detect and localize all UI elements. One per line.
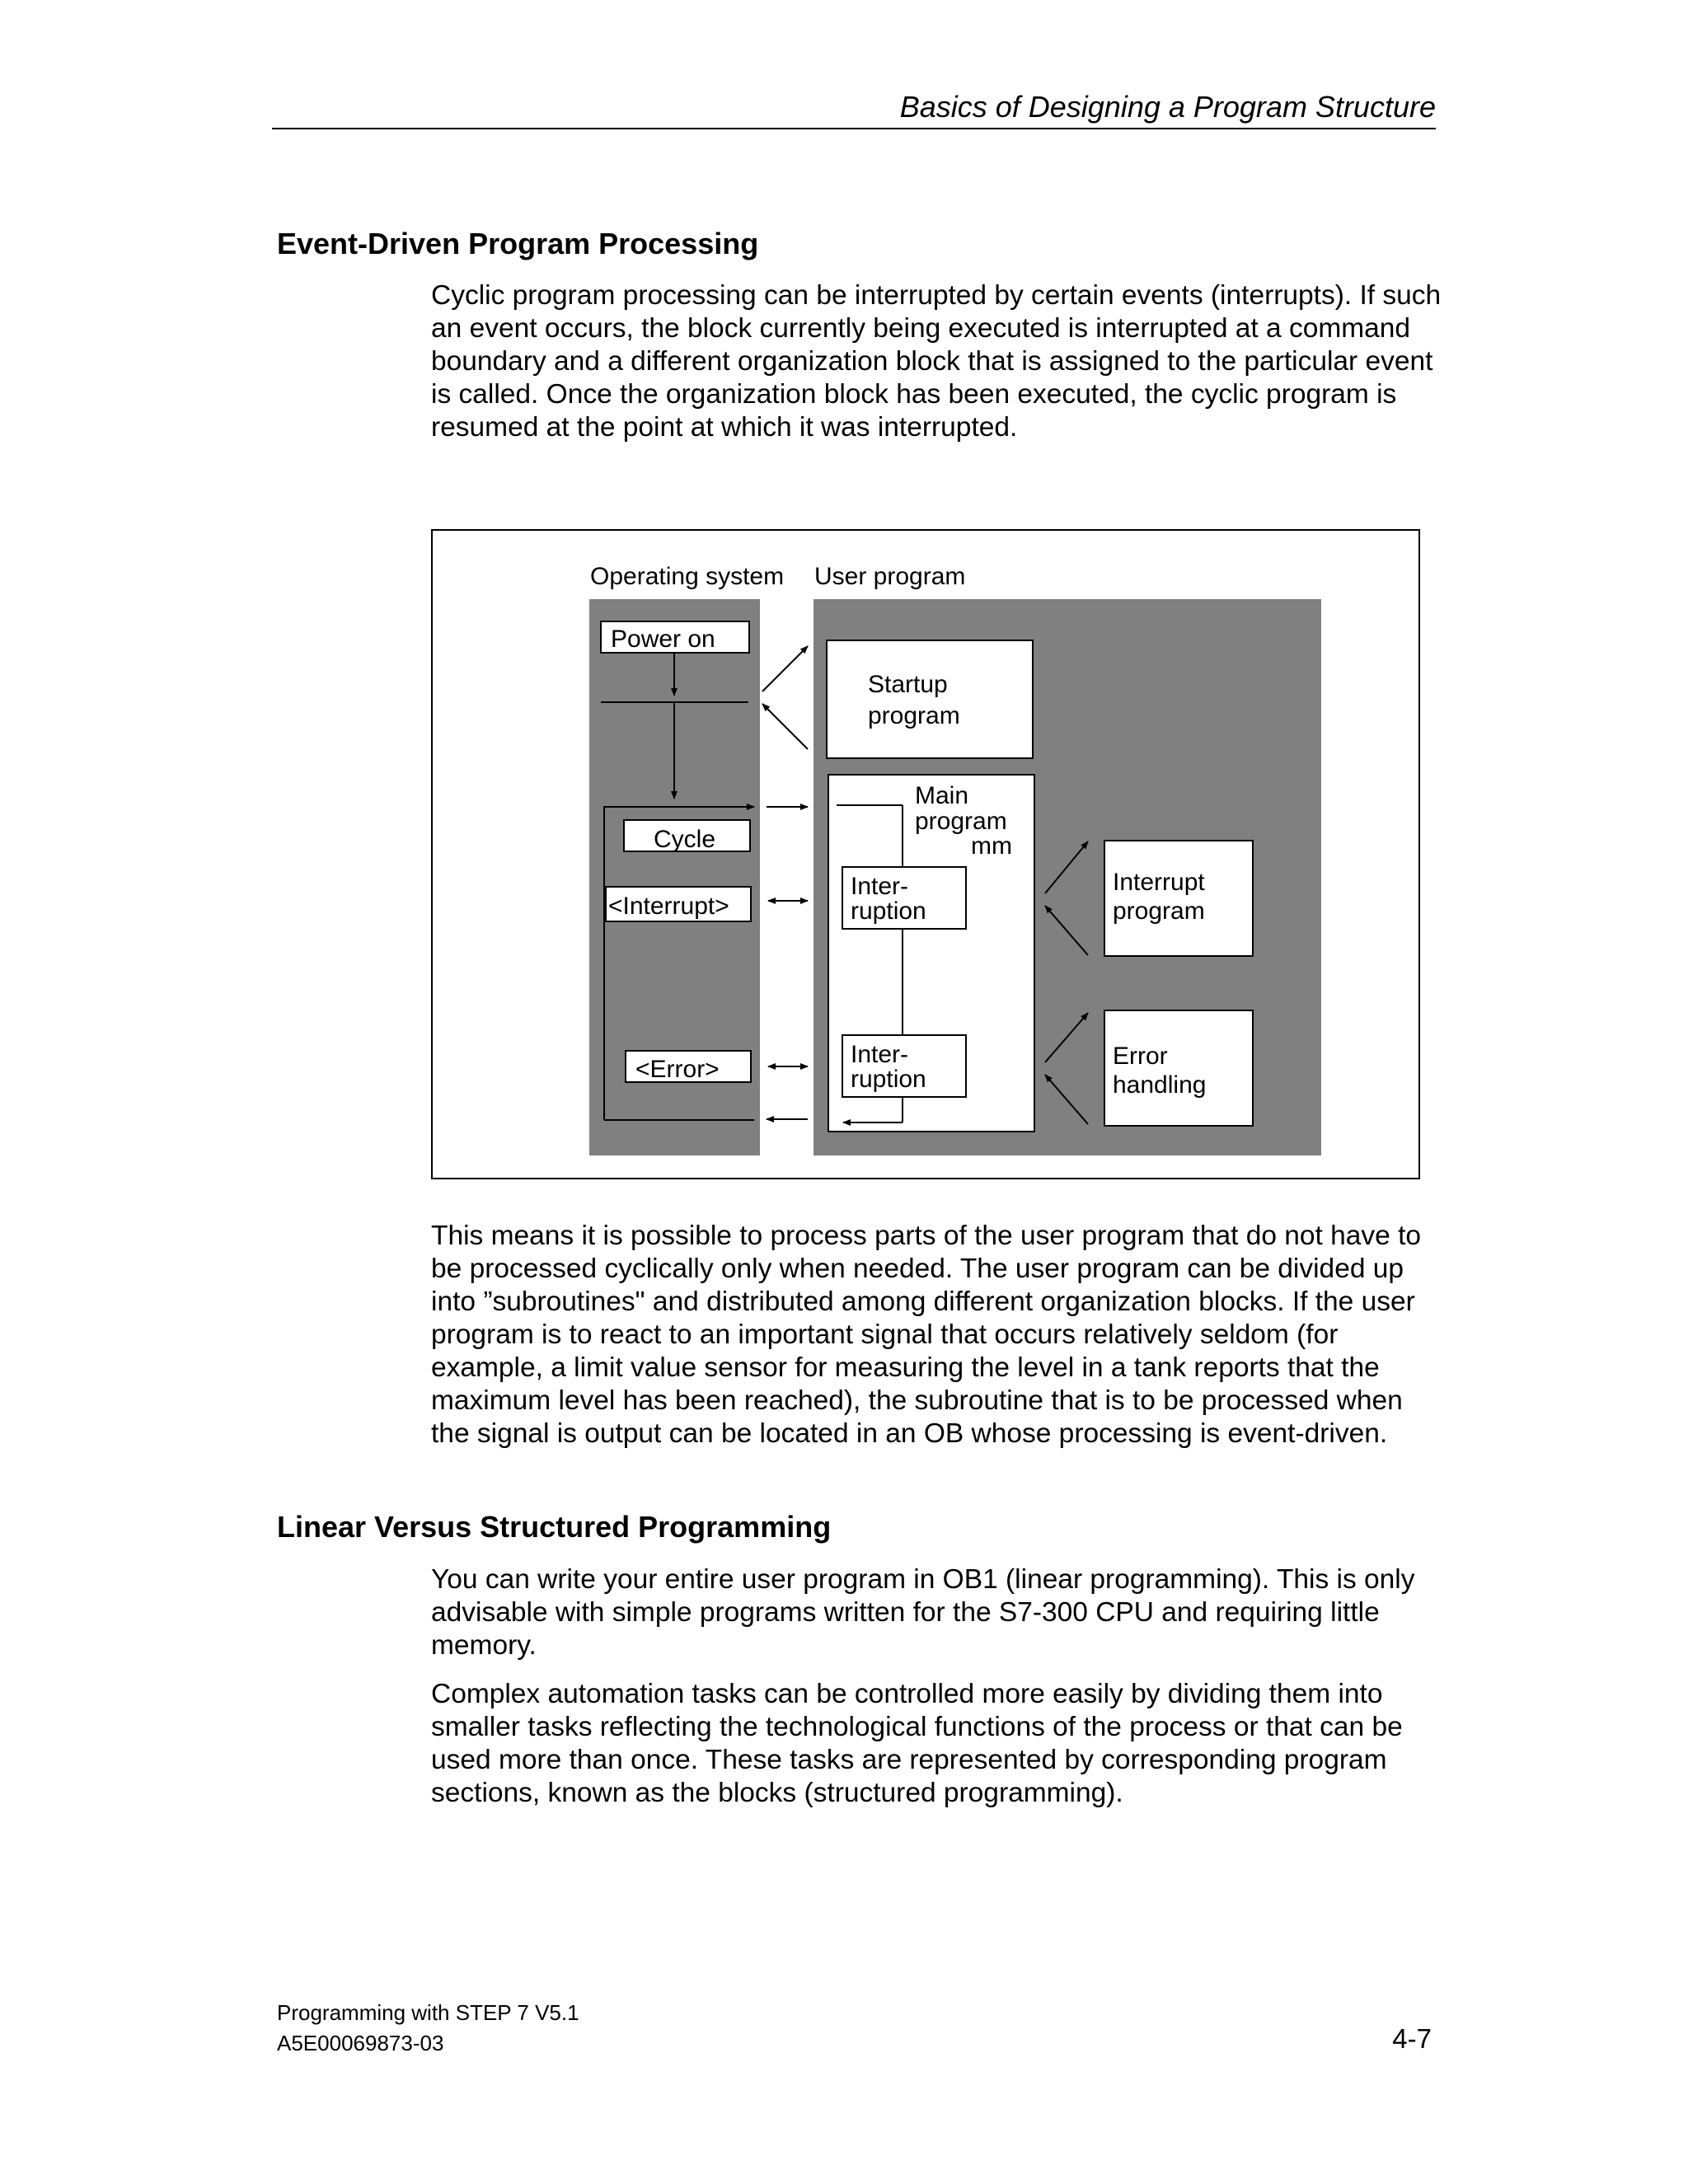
interruption-1-text-2: ruption	[851, 898, 926, 925]
interrupt-program-text-2: program	[1113, 898, 1205, 925]
arrow-from-startup	[762, 704, 808, 749]
cycle-text: Cycle	[654, 826, 716, 853]
startup-program-text-2: program	[868, 702, 960, 729]
main-program-text-3: mm	[971, 832, 1012, 860]
paragraph-text: You can write your entire user program in OB1 (linear programming). This is only advisable with simple programs written for the S7-300 CPU and requiring little memory.	[431, 1564, 1415, 1661]
startup-program-box	[827, 640, 1033, 758]
paragraph-text: This means it is possible to process parts of the user program that do not have to be processed cyclically only when needed. The user program can be divided up into ”subroutines" and distributed among different organization blocks. If the user program is to react to an important signal that occurs relatively seldom (for example, a limit value sensor for measuring the level in a tank reports that the maximum level has been reached), the subroutine that is to be processed when the signal is output can be located in an OB whose processing is event-driven.	[431, 1221, 1422, 1449]
interruption-2-text-2: ruption	[851, 1066, 926, 1093]
header-rule	[272, 128, 1436, 129]
page-number: 4-7	[1392, 2023, 1432, 2054]
interruption-2-text-1: Inter-	[851, 1041, 909, 1068]
interrupt-program-text-1: Interrupt	[1113, 869, 1205, 896]
paragraph-text: Cyclic program processing can be interrupted by certain events (interrupts). If such an event occurs, the block currently being executed is interrupted at a command boundary and a different organization block that is assigned to the particular event is called. Once the organization block has been executed, the cyclic program is resumed at the point at which it was interrupted.	[431, 280, 1442, 443]
power-on-text: Power on	[611, 626, 715, 653]
error-event-text: <Error>	[635, 1056, 720, 1083]
intro-paragraph	[431, 279, 1445, 444]
main-program-text-1: Main	[915, 782, 969, 809]
error-handling-text-2: handling	[1113, 1071, 1207, 1099]
running-header-title: Basics of Designing a Program Structure	[899, 90, 1436, 124]
interrupt-event-text: <Interrupt>	[608, 893, 729, 920]
section-heading-event-driven: Event-Driven Program Processing	[277, 227, 759, 260]
linear-paragraph	[431, 1563, 1445, 1662]
main-program-text-2: program	[915, 808, 1007, 835]
structured-paragraph	[431, 1678, 1445, 1810]
event-processing-diagram	[433, 531, 1418, 1178]
footer-doc-number: A5E00069873-03	[277, 2031, 444, 2055]
footer-document-info	[277, 1998, 579, 2059]
after-figure-paragraph	[431, 1220, 1445, 1451]
paragraph-text: Complex automation tasks can be controlled more easily by dividing them into smaller tasks reflecting the technological functions of the process or that can be used more than once. These tasks are represented by corresponding program sections, known as the blocks (structured programming).	[431, 1679, 1403, 1808]
arrow-to-startup	[762, 646, 808, 691]
interruption-1-text-1: Inter-	[851, 873, 909, 900]
user-program-label: User program	[814, 563, 966, 590]
section-heading-linear-structured: Linear Versus Structured Programming	[277, 1510, 832, 1544]
startup-program-text-1: Startup	[868, 671, 948, 698]
footer-doc-title: Programming with STEP 7 V5.1	[277, 2000, 579, 2025]
operating-system-label: Operating system	[590, 563, 785, 590]
error-handling-text-1: Error	[1113, 1043, 1168, 1070]
figure-frame	[431, 529, 1420, 1179]
